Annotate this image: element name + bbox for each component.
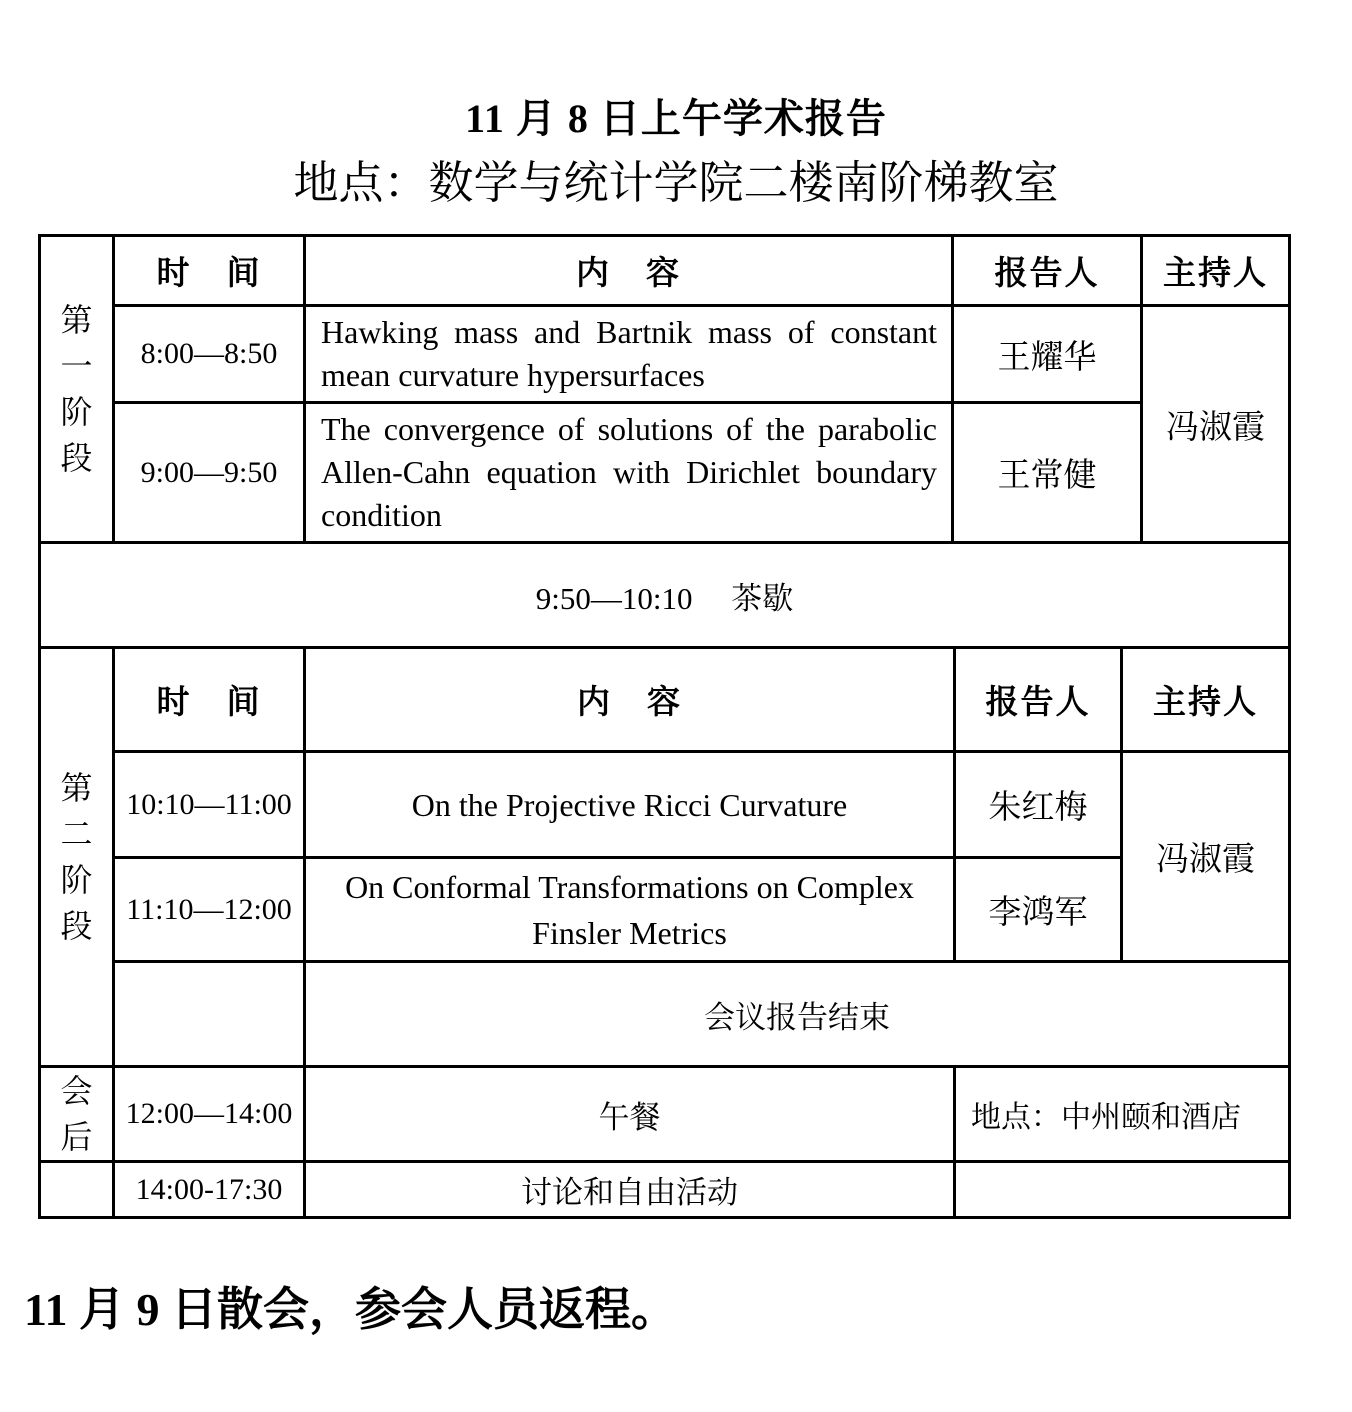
free-activity-row — [40, 1162, 1290, 1218]
stage2-cell — [40, 648, 114, 1067]
lunch-row — [40, 1067, 1290, 1162]
col-header-content-1: 内 容 — [305, 236, 953, 306]
col-header-speaker-2: 报告人 — [955, 648, 1122, 752]
lunch-time: 12:00—14:00 — [114, 1067, 305, 1162]
after-meeting-cell — [40, 1067, 114, 1162]
stage1-label: 第一阶段 — [60, 302, 93, 476]
table-header-row-1 — [40, 236, 1290, 306]
talk4-time: 11:10—12:00 — [114, 858, 305, 962]
page-title: 11 月 8 日上午学术报告 — [465, 96, 887, 141]
table-row — [40, 858, 1290, 962]
talk3-speaker: 朱红梅 — [955, 752, 1122, 858]
talk2-speaker: 王常健 — [953, 403, 1142, 543]
talk2-title: The convergence of solutions of the parabolic Allen-Cahn equation with Dirichlet boundary condition — [305, 403, 953, 543]
schedule-tables — [38, 234, 1352, 1219]
schedule-table-stage2 — [38, 646, 1291, 1219]
after-meeting-label: 会后 — [60, 1073, 93, 1155]
table-header-row-2 — [40, 648, 1290, 752]
stage1-cell — [40, 236, 114, 543]
empty-time-cell — [114, 962, 305, 1067]
table-row — [40, 306, 1290, 403]
col-header-speaker-1: 报告人 — [953, 236, 1142, 306]
talk4-speaker: 李鸿军 — [955, 858, 1122, 962]
col-header-chair-1: 主持人 — [1142, 236, 1290, 306]
end-of-talks-cell: 会议报告结束 — [305, 962, 1290, 1067]
col-header-time-1: 时 间 — [114, 236, 305, 306]
free-activity-time: 14:00-17:30 — [114, 1162, 305, 1218]
table-row — [40, 752, 1290, 858]
talk3-time: 10:10—11:00 — [114, 752, 305, 858]
closing-note: 11 月 9 日散会，参会人员返程。 — [24, 1284, 677, 1335]
talk1-speaker: 王耀华 — [953, 306, 1142, 403]
stage1-chair: 冯淑霞 — [1142, 306, 1290, 543]
col-header-content-2: 内 容 — [305, 648, 955, 752]
table-row — [40, 403, 1290, 543]
lunch-label: 午餐 — [305, 1067, 955, 1162]
stage2-chair: 冯淑霞 — [1122, 752, 1290, 962]
talk1-time: 8:00—8:50 — [114, 306, 305, 403]
col-header-time-2: 时 间 — [114, 648, 305, 752]
col-header-chair-2: 主持人 — [1122, 648, 1290, 752]
stage2-label: 第二阶段 — [60, 770, 93, 944]
lunch-location: 地点：中州颐和酒店 — [955, 1067, 1290, 1162]
end-of-talks-row — [40, 962, 1290, 1067]
tea-break-cell: 9:50—10:10 茶歇 — [40, 543, 1290, 648]
talk3-title: On the Projective Ricci Curvature — [305, 752, 955, 858]
schedule-table-stage1 — [38, 234, 1291, 649]
talk4-title: On Conformal Transformations on Complex Finsler Metrics — [305, 858, 955, 962]
empty-cell — [955, 1162, 1290, 1218]
tea-break-row — [40, 543, 1290, 648]
empty-stage-cell — [40, 1162, 114, 1218]
page-subtitle: 地点：数学与统计学院二楼南阶梯教室 — [293, 158, 1059, 208]
free-activity-label: 讨论和自由活动 — [305, 1162, 955, 1218]
talk1-title: Hawking mass and Bartnik mass of constant mean curvature hypersurfaces — [305, 306, 953, 403]
talk2-time: 9:00—9:50 — [114, 403, 305, 543]
